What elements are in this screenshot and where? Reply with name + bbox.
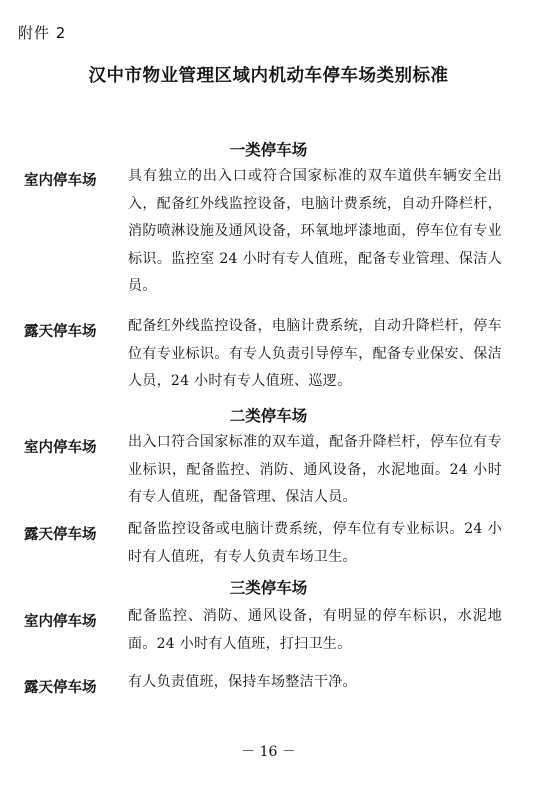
- lot-description-outdoor: 配备监控设备或电脑计费系统，停车位有专业标识。24 小时有人值班，有专人负责车场卫生。: [128, 521, 502, 565]
- lot-label-indoor: 室内停车场: [24, 440, 97, 456]
- lot-label-outdoor: 露天停车场: [24, 680, 97, 696]
- lot-description-indoor: 配备监控、消防、通风设备，有明显的停车标识，水泥地面。24 小时有人值班，打扫卫生。: [128, 608, 502, 652]
- lot-label-indoor: 室内停车场: [24, 173, 97, 189]
- lot-description-indoor: 出入口符合国家标准的双车道，配备升降栏杆，停车位有专业标识，配备监控、消防、通风设备，水泥地面。24 小时有专人值班，配备管理、保洁人员。: [128, 434, 502, 505]
- attachment-label: 附件 2: [18, 24, 67, 42]
- document-title: 汉中市物业管理区域内机动车停车场类别标准: [88, 66, 449, 86]
- page-number: － 16 －: [241, 744, 296, 760]
- lot-description-outdoor: 配备红外线监控设备，电脑计费系统，自动升降栏杆，停车位有专业标识。有专人负责引导停车，配备专业保安、保洁人员，24 小时有专人值班、巡逻。: [128, 318, 502, 389]
- lot-label-outdoor: 露天停车场: [24, 527, 97, 543]
- lot-description-indoor: 具有独立的出入口或符合国家标准的双车道供车辆安全出入，配备红外线监控设备，电脑计费系统，自动升降栏杆，消防喷淋设施及通风设备，环氧地坪漆地面，停车位有专业标识。监控室 24 小时有专人值班，配备专业管理、保洁人员。: [128, 168, 502, 294]
- category-title: 三类停车场: [229, 579, 308, 597]
- category-title: 一类停车场: [229, 141, 308, 159]
- category-title: 二类停车场: [229, 407, 308, 425]
- lot-label-outdoor: 露天停车场: [24, 324, 97, 340]
- lot-label-indoor: 室内停车场: [24, 614, 97, 630]
- lot-description-outdoor: 有人负责值班，保持车场整洁干净。: [128, 674, 357, 690]
